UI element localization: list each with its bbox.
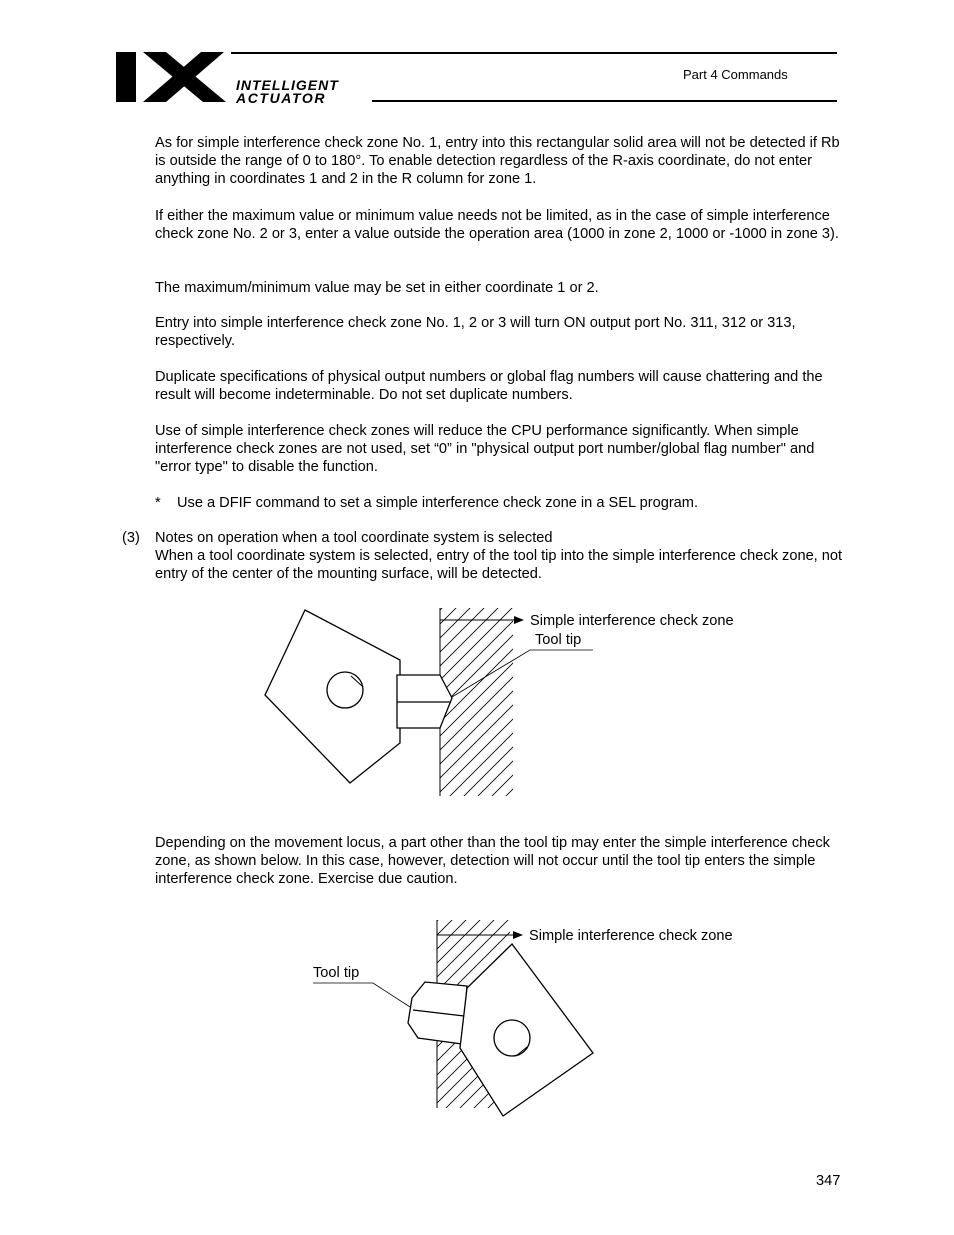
paragraph-performance: Use of simple interference check zones will reduce the CPU performance significantly. When simple interference check zones are not used, set “0” in "physical output port number/global flag number" and "error type" to disable the function. — [155, 423, 815, 475]
fig2-hand-circle — [494, 1020, 530, 1056]
paragraph-coordinate: The maximum/minimum value may be set in either coordinate 1 or 2. — [155, 280, 599, 296]
fig1-tool-label: Tool tip — [535, 632, 582, 648]
fig2-zone-label: Simple interference check zone — [529, 928, 733, 944]
fig2-tool — [408, 982, 467, 1044]
section3-number: (3) — [122, 530, 140, 546]
logo-text-intelligent: INTELLIGENT — [236, 77, 339, 93]
section3-body: When a tool coordinate system is selected, entry of the tool tip into the simple interference check zone, not entry of the center of the mounting surface, will be detected. — [155, 548, 843, 582]
paragraph-duplicate: Duplicate specifications of physical output numbers or global flag numbers will cause chattering and the result will become indeterminable. Do not set duplicate numbers. — [155, 369, 823, 403]
section3-title: Notes on operation when a tool coordinate system is selected — [155, 530, 553, 546]
paragraph-min-max-limit: If either the maximum value or minimum value needs not be limited, as in the case of simple interference check zone No. 2 or 3, enter a value outside the operation area (1000 in zone 2, 1000 or -1000 in zone 3). — [155, 208, 839, 242]
fig1-hand-circle — [327, 672, 363, 708]
fig1-tool — [397, 675, 452, 728]
page-number: 347 — [816, 1173, 841, 1189]
fig2-tool-label: Tool tip — [313, 965, 360, 981]
paragraph-movement-locus: Depending on the movement locus, a part other than the tool tip may enter the simple interference check zone, as shown below. In this case, however, detection will not occur until the tool tip enters the simple interference check zone. Exercise due caution. — [155, 835, 830, 887]
note-text: Use a DFIF command to set a simple interference check zone in a SEL program. — [177, 495, 699, 511]
logo-text-actuator: ACTUATOR — [236, 90, 327, 106]
fig1-zone-label: Simple interference check zone — [530, 613, 734, 629]
note-marker: * — [155, 495, 161, 511]
paragraph-output-port: Entry into simple interference check zone No. 1, 2 or 3 will turn ON output port No. 311, 312 or 313, respectively. — [155, 315, 796, 349]
paragraph-zone1-r-axis: As for simple interference check zone No. 1, entry into this rectangular solid area will not be detected if Rb is outside the range of 0 to 180°. To enable detection regardless of the R-axis coordinate, do not enter anything in coordinates 1 and 2 in the R column for zone 1. — [155, 135, 840, 187]
section-title: Part 4 Commands — [683, 67, 788, 82]
fig2-tool-leader — [313, 983, 410, 1007]
